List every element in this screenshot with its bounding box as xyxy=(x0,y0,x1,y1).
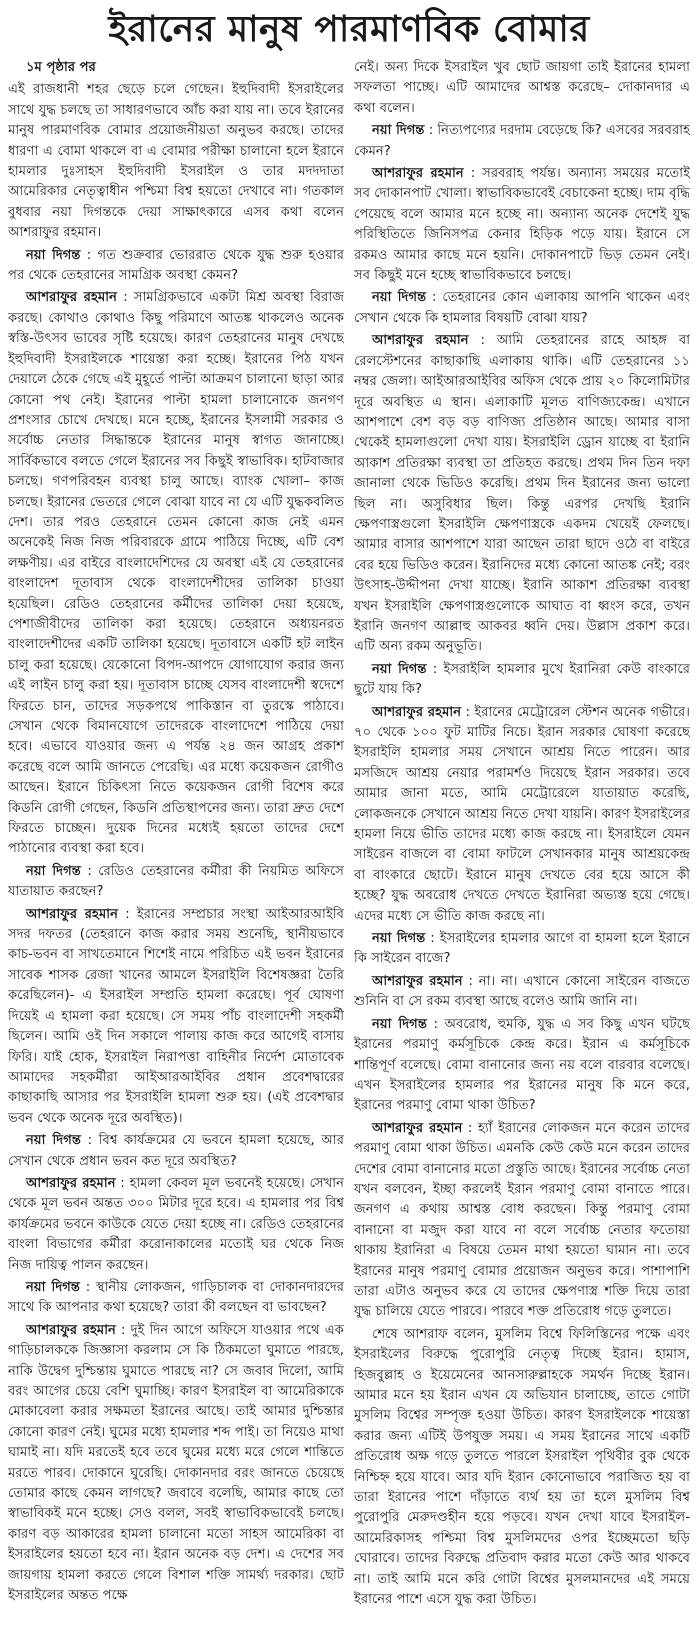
paragraph-text: হামলা কেবল মূল ভবনেই হয়েছে। সেখান থেকে মূল ভবন অন্তত ৩০০ মিটার দূরে হবে। এ হামলার পর বিশ্ব কার্যক্রমের ভবনে কাউকে যেতে দেয়া হচ্ছে না। রেডিও তেহরানের বাংলা বিভাগের কর্মীরা করোনাকালের মতোই ঘর থেকে নিজ নিজ দায়িত্ব পালন করছেন। xyxy=(8,1175,344,1273)
speaker-label: নয়া দিগন্ত xyxy=(26,247,81,263)
speaker-label: আশরাফুর রহমান xyxy=(372,333,469,349)
article-paragraph: নয়া দিগন্ত : গত শুক্রবার ভোররাত থেকে যুদ্ধ শুরু হওয়ার পর থেকে তেহরানের সামগ্রিক অবস্থা কেমন? xyxy=(8,247,344,284)
paragraph-text: ইসরাইলের হামলার আগে বা হামলা হলে ইরানে কি সাইরেন বাজে? xyxy=(354,931,690,967)
article-paragraph: নয়া দিগন্ত : ইসরাইলের হামলার আগে বা হামলা হলে ইরানে কি সাইরেন বাজে? xyxy=(354,931,690,967)
article-paragraph: আশরাফুর রহমান : ইরানের সম্প্রচার সংস্থা আইআরআইবি সদর দফতর (তেহরানে কাজ করার সময় শুনেছি, স্থানীয়ভাবে কাচ-ভবন বা সাখতেমানে শিশেই নামে পরিচিত এই ভবন ইরানের সাবেক শাসক রেজা খানের আমলে ইসরাইলি বিশেষজ্ঞরা তৈরি করেছিলেন)- এ ইসরাইল সম্প্রতি হামলা করেছে। পূর্ব ঘোষণা দিয়েই এ হামলা করা হয়েছে। সে সময় পাঁচ বাংলাদেশী সহকর্মী ছিলেন। আমি ওই দিন সকালে পালায় কাজ করে আগেই বাসায় ফিরি। যাই হোক, ইসরাইল নিরাপত্তা বাহিনীর নির্দেশ মোতাবেক আমাদের সহকর্মীরা আইআরআইবির প্রধান প্রবেশদ্বারের কাছাকাছি আসার পর ইসরাইলি হামলা শুরু হয়। (এই প্রবেশদ্বার ভবন থেকে অনেক দূরে অবস্থিত)। xyxy=(8,906,344,1126)
paragraph-text: তেহরানের কোন এলাকায় আপনি থাকেন এবং সেখান থেকে কি হামলার বিষয়টি বোঝা যায়? xyxy=(354,290,690,326)
article-paragraph xyxy=(8,80,344,243)
paragraph-text: দুই দিন আগে অফিসে যাওয়ার পথে এক গাড়িচালককে জিজ্ঞাসা করলাম সে কি ঠিকমতো ঘুমাতে পারছে, নাকি উদ্বেগ দুশ্চিন্তায় ঘুমাতে পারছে না? সে জবাব দিলো, আমি বরং আগের চেয়ে বেশি ঘুমাচ্ছি। কারণ ইসরাইল বা আমেরিকাকে মোকাবেলা করার সক্ষমতা ইরানের আছে। তাই আমার দুশ্চিন্তার কোনো কারণ নেই। ঘুমের মধ্যে হামলার শব্দ পাই। তা নিয়েও মাথা ঘামাই না। যদি মরতেই হবে তবে ঘুমের মধ্যে মরে গেলে শান্তিতে মরতে পারব। দোকানে ঘুরেছি। দোকানদার বরং জানতে চেয়েছে তোমার কাছে কেমন লাগছে? জবাবে বলেছি, আমার কাছে তো স্বাভাবিকই মনে হচ্ছে। সেও বলল, সবই স্বাভাবিকভাবেই চলছে। কারণ বড় আকারের হামলা চালানো মতো সাহস আমেরিকা বা ইসরাইলের হয়তো হবে না। ইরান অনেক বড় দেশ। এ দেশের সব জায়গায় হামলা করতে গেলে বিশাল শক্তি সামর্থ্য দরকার। ছোট ইসরাইলের অন্তত পক্ষে xyxy=(8,1322,344,1604)
article-paragraph: নয়া দিগন্ত : বিশ্ব কার্যক্রমের যে ভবনে হামলা হয়েছে, আর সেখান থেকে প্রধান ভবন কত দূরে অবস্থিত? xyxy=(8,1133,344,1169)
paragraph-text: অবরোধ, হুমকি, যুদ্ধ এ সব কিছু এখন ঘটছে ইরানের পরমাণু কর্মসূচিকে কেন্দ্র করে। ইরান এ কর্মসূচিকে শান্তিপূর্ণ বলেছে। বোমা বানানোর জন্য নয় বলে বারবার বলেছে। এখন ইসরাইলের হামলার পর ইরানের মানুষ কি মনে করে, ইরানের পরমাণু বোমা থাকা উচিত? xyxy=(354,1016,690,1114)
speaker-label: নয়া দিগন্ত xyxy=(26,863,81,879)
speaker-label: নয়া দিগন্ত xyxy=(26,1279,80,1295)
article-paragraph xyxy=(354,1325,690,1611)
speaker-label: নয়া দিগন্ত xyxy=(372,1016,427,1032)
headline: ইরানের মানুষ পারমাণবিক বোমার xyxy=(108,9,590,50)
article-paragraph: আশরাফুর রহমান : দুই দিন আগে অফিসে যাওয়ার পথে এক গাড়িচালককে জিজ্ঞাসা করলাম সে কি ঠিকমতো ঘুমাতে পারছে, নাকি উদ্বেগ দুশ্চিন্তায় ঘুমাতে পারছে না? সে জবাব দিলো, আমি বরং আগের চেয়ে বেশি ঘুমাচ্ছি। কারণ ইসরাইল বা আমেরিকাকে মোকাবেলা করার সক্ষমতা ইরানের আছে। তাই আমার দুশ্চিন্তার কোনো কারণ নেই। ঘুমের মধ্যে হামলার শব্দ পাই। তা নিয়েও মাথা ঘামাই না। যদি মরতেই হবে তবে ঘুমের মধ্যে মরে গেলে শান্তিতে মরতে পারব। দোকানে ঘুরেছি। দোকানদার বরং জানতে চেয়েছে তোমার কাছে কেমন লাগছে? জবাবে বলেছি, আমার কাছে তো স্বাভাবিকই মনে হচ্ছে। সেও বলল, সবই স্বাভাবিকভাবেই চলছে। কারণ বড় আকারের হামলা চালানো মতো সাহস আমেরিকা বা ইসরাইলের হয়তো হবে না। ইরান অনেক বড় দেশ। এ দেশের সব জায়গায় হামলা করতে গেলে বিশাল শক্তি সামর্থ্য দরকার। ছোট ইসরাইলের অন্তত পক্ষে xyxy=(8,1322,344,1604)
column-left xyxy=(8,58,344,1638)
article-paragraph: নয়া দিগন্ত : রেডিও তেহরানের কর্মীরা কী নিয়মিত অফিসে যাতায়াত করছেন? xyxy=(8,863,344,900)
article-paragraph: আশরাফুর রহমান : না। না। এখানে কোনো সাইরেন বাজতে শুনিনি বা সে রকম ব্যবস্থা আছে বলেও আমি জানি না। xyxy=(354,973,690,1010)
paragraph-text: বিশ্ব কার্যক্রমের যে ভবনে হামলা হয়েছে, আর সেখান থেকে প্রধান ভবন কত দূরে অবস্থিত? xyxy=(8,1133,344,1169)
speaker-label: নয়া দিগন্ত xyxy=(26,1133,81,1149)
speaker-label: আশরাফুর রহমান xyxy=(372,166,464,182)
paragraph-text: ইরানের সম্প্রচার সংস্থা আইআরআইবি সদর দফতর (তেহরানে কাজ করার সময় শুনেছি, স্থানীয়ভাবে কাচ-ভবন বা সাখতেমানে শিশেই নামে পরিচিত এই ভবন ইরানের সাবেক শাসক রেজা খানের আমলে ইসরাইলি বিশেষজ্ঞরা তৈরি করেছিলেন)- এ ইসরাইল সম্প্রতি হামলা করেছে। পূর্ব ঘোষণা দিয়েই এ হামলা করা হয়েছে। সে সময় পাঁচ বাংলাদেশী সহকর্মী ছিলেন। আমি ওই দিন সকালে পালায় কাজ করে আগেই বাসায় ফিরি। যাই হোক, ইসরাইল নিরাপত্তা বাহিনীর নির্দেশ মোতাবেক আমাদের সহকর্মীরা আইআরআইবির প্রধান প্রবেশদ্বারের কাছাকাছি আসার পর ইসরাইলি হামলা শুরু হয়। (এই প্রবেশদ্বার ভবন থেকে অনেক দূরে অবস্থিত)। xyxy=(8,906,344,1126)
speaker-label: আশরাফুর রহমান xyxy=(26,1322,116,1338)
speaker-label: নয়া দিগন্ত xyxy=(372,931,426,947)
paragraph-text: রেডিও তেহরানের কর্মীরা কী নিয়মিত অফিসে যাতায়াত করছেন? xyxy=(8,863,344,900)
paragraph-text: ইসরাইলি হামলার মুখে ইরানিরা কেউ বাংকারে ছুটে যায় কি? xyxy=(354,661,690,698)
article-paragraph: নয়া দিগন্ত : অবরোধ, হুমকি, যুদ্ধ এ সব কিছু এখন ঘটছে ইরানের পরমাণু কর্মসূচিকে কেন্দ্র করে। ইরান এ কর্মসূচিকে শান্তিপূর্ণ বলেছে। বোমা বানানোর জন্য নয় বলে বারবার বলেছে। এখন ইসরাইলের হামলার পর ইরানের মানুষ কি মনে করে, ইরানের পরমাণু বোমা থাকা উচিত? xyxy=(354,1016,690,1114)
speaker-label: নয়া দিগন্ত xyxy=(372,290,427,306)
article-paragraph: আশরাফুর রহমান : সরবরাহ পর্যন্ত। অন্যান্য সময়ের মতোই সব দোকানপাট খোলা। স্বাভাবিকভাবেই বেচাকেনা হচ্ছে। দাম বৃদ্ধি পেয়েছে বলে আমার মনে হচ্ছে না। অন্যান্য অনেক দেশেই যুদ্ধ পরিস্থিতিতে জিনিসপত্র কেনার হিড়িক পড়ে যায়। ইরানে সে রকমও আমার কাছে মনে হয়নি। দোকানপাটে ভিড় তেমন নেই। সব কিছুই মনে হচ্ছে স্বাভাবিকভাবে চলছে। xyxy=(354,166,690,284)
paragraph-text: এই রাজধানী শহর ছেড়ে চলে গেছেন। ইহুদিবাদী ইসরাইলের সাথে যুদ্ধ চলছে তা সাধারণভাবে আঁচ করা যায় না। তবে ইরানের মানুষ পারমাণবিক বোমার প্রয়োজনীয়তা অনুভব করছে। তাদের ধারণা এ বোমা থাকলে বা এ বোমার পরীক্ষা চালানো হলে ইরানে হামলার দুঃসাহস ইহুদিবাদী ইসরাইল ও তার মদদদাতা আমেরিকার নেতৃত্বাধীন পশ্চিমা বিশ্ব হয়তো দেখাবে না। গতকাল বুধবার নয়া দিগন্তকে দেয়া সাক্ষাৎকারে এসব কথা বলেন আশরাফুর রহমান। xyxy=(8,82,344,241)
speaker-label: নয়া দিগন্ত xyxy=(372,123,425,139)
paragraph-text: স্থানীয় লোকজন, গাড়িচালক বা দোকানদারদের সাথে কি আপনার কথা হয়েছে? তারা কী বলছেন বা ভাবছেন? xyxy=(8,1279,344,1316)
paragraph-text: নিত্যপণ্যের দরদাম বেড়েছে কি? এসবের সরবরাহ কেমন? xyxy=(354,123,690,159)
paragraph-text: না। না। এখানে কোনো সাইরেন বাজতে শুনিনি বা সে রকম ব্যবস্থা আছে বলেও আমি জানি না। xyxy=(354,973,690,1010)
paragraph-text: আমি তেহরানের রাহে আহঙ্গ বা রেলস্টেশনের কাছাকাছি এলাকায় থাকি। এটি তেহরানের ১১ নম্বর জেলা। আইআরআইবির অফিস থেকে প্রায় ২০ কিলোমিটার দূরে অবস্থিত এ স্থান। এলাকাটি মূলত বাণিজ্যকেন্দ্র। এখানে আশপাশে বেশ বড় বড় বাণিজ্য প্রতিষ্ঠান আছে। আমার বাসা থেকেই হামলাগুলো দেখা যায়। ইসরাইলি ড্রোন যাচ্ছে বা ইরানি আকাশ প্রতিরক্ষা ব্যবস্থা তা প্রতিহত করছে। প্রথম দিন তিন দফা জানালা থেকে ভিডিও করেছি। প্রথম দিন ইরানের জন্য ভালো ছিল না। অসুবিধার ছিল। কিন্তু এরপর দেখছি ইরানি ক্ষেপণাস্ত্রগুলো ইসরাইলি ক্ষেপণাস্ত্রকে একদম খেয়েই ফেলছে। আমার বাসার আশপাশে যারা আছেন তারা ছাদে ওঠে বা বাইরে বের হয়ে ভিডিও করেন। ইরানিদের মধ্যে কোনো আতঙ্ক নেই; বরং উৎসাহ-উদ্দীপনা দেখা যাচ্ছে। ইরানি আকাশ প্রতিরক্ষা ব্যবস্থা যখন ইসরাইলি ক্ষেপণাস্ত্রগুলোকে আঘাত বা ধ্বংস করে, তখন ইরানি জনগণ আল্লাহু আকবর ধ্বনি দেয়। উল্লাস প্রকাশ করে। এটি অন্য রকম অনুভূতি। xyxy=(354,333,690,655)
paragraph-text: সরবরাহ পর্যন্ত। অন্যান্য সময়ের মতোই সব দোকানপাট খোলা। স্বাভাবিকভাবেই বেচাকেনা হচ্ছে। দাম বৃদ্ধি পেয়েছে বলে আমার মনে হচ্ছে না। অন্যান্য অনেক দেশেই যুদ্ধ পরিস্থিতিতে জিনিসপত্র কেনার হিড়িক পড়ে যায়। ইরানে সে রকমও আমার কাছে মনে হয়নি। দোকানপাটে ভিড় তেমন নেই। সব কিছুই মনে হচ্ছে স্বাভাবিকভাবে চলছে। xyxy=(354,166,690,284)
speaker-label: আশরাফুর রহমান xyxy=(26,290,117,306)
paragraph-text: নেই। অন্য দিকে ইসরাইল খুব ছোট জায়গা তাই ইরানের হামলা সফলতা পাচ্ছে। এটি আমাদের আশ্বস্ত করেছে– দোকানদার এ কথা বলেন। xyxy=(354,60,690,116)
article-paragraph: আশরাফুর রহমান : সামগ্রিকভাবে একটা মিশ্র অবস্থা বিরাজ করছে। কোথাও কোথাও কিছু পরিমাণে আতঙ্ক থাকলেও অনেক স্বস্তি-উৎসব ভাবের সৃষ্টি হয়েছে। কারণ তেহরানের মানুষ দেখছে ইহুদিবাদী ইসরাইলকে শায়েস্তা করা হচ্ছে। ইরানের পিঠ যখন দেয়ালে ঠেকে গেছে এই মুহূর্তে পাল্টা আক্রমণ চালানো ছাড়া আর কোনো পথ নেই। ইরানের পাল্টা হামলা চালানোকে জনগণ প্রশংসার চোখে দেখছে। মনে হচ্ছে, ইরানের ইসলামী সরকার ও সর্বোচ্চ নেতার সিদ্ধান্তকে ইরানের মানুষ স্বাগত জানাচ্ছে। সার্বিকভাবে বলতে গেলে ইরানের সব কিছুই স্বাভাবিক। হাটবাজার চলছে। গণপরিবহন ব্যবস্থা চালু আছে। ব্যাংক খোলা– কাজ চলছে। ইরানের ভেতরে গেলে বোঝা যাবে না যে এটি যুদ্ধকবলিত দেশ। তার পরও তেহরানে তেমন কোনো কাজ নেই এমন অনেকেই নিজ নিজ পরিবারকে গ্রামে পাঠিয়ে দিচ্ছে, এটি বেশ লক্ষণীয়। এর বাইরে বাংলাদেশিদের যে অবস্থা এই যে তেহরানের বাংলাদেশ দূতাবাস থেকে বাংলাদেশীদের তালিকা চাওয়া হয়েছিল। রেডিও তেহরানের কর্মীদের তালিকা দেয়া হয়েছে, পেশাজীবীদের তালিকা করা হয়েছে। তেহরানে অধ্যয়নরত বাংলাদেশীদের একটি তালিকা হয়েছে। দূতাবাসে একটি হট লাইন চালু করা হয়েছে। যেকোনো বিপদ-আপদে যোগাযোগ করার জন্য এই লাইন চালু করা হয়। দূতাবাস চাচ্ছে যেসব বাংলাদেশী স্বদেশে ফিরতে চান, তাদের সড়কপথে পাকিস্তান বা তুরস্কে পাঠাবে। সেখান থেকে বিমানযোগে তাদেরকে বাংলাদেশে পাঠিয়ে দেয়া হবে। এভাবে যাওয়ার জন্য এ পর্যন্ত ২৪ জন আগ্রহ প্রকাশ করেছে বলে আমি জানতে পেরেছি। এর মধ্যে কয়েকজন রোগীও আছেন। ইরানে চিকিৎসা নিতে কয়েকজন রোগী বিশেষ করে কিডনি রোগী গেছেন, কিডনি প্রতিস্থাপনের জন্য। তারা দ্রুত দেশে ফিরতে চাচ্ছেন। দুয়েক দিনের মধ্যেই হয়তো তাদের দেশে পাঠানোর ব্যবস্থা করা হবে। xyxy=(8,290,344,857)
speaker-label: আশরাফুর রহমান xyxy=(372,1120,463,1136)
speaker-label: আশরাফুর রহমান xyxy=(372,973,463,989)
paragraph-text: হ্যাঁ ইরানের লোকজন মনে করেন তাদের পরমাণু বোমা থাকা উচিত। এমনকি কেউ কেউ মনে করেন তাদের দেশের বোমা বানানোর মতো প্রস্তুতি আছে। ইরানের সর্বোচ্চ নেতা যখন বলবেন, ইচ্ছা করলেই ইরান পরমাণু বোমা বানাতে পারে। জনগণ এ কথায় আশ্বস্ত বোধ করছেন। কিন্তু পরমাণু বোমা বানানো বা মজুদ করা যাবে না বলে সর্বোচ্চ নেতার ফতোয়া থাকায় ইরানিরা এ বিষয়ে তেমন মাথা হয়তো ঘামান না। তবে ইরানের মানুষ পরমাণু বোমার প্রয়োজন অনুভব করে। পাশাপাশি তারা এটাও অনুভব করে যে তাদের ক্ষেপণাস্ত্র শক্তি দিয়ে তারা যুদ্ধ চালিয়ে যেতে পারবে। পারবে শক্ত প্রতিরোধ গড়ে তুলতে। xyxy=(354,1120,690,1320)
article-paragraph: নয়া দিগন্ত : ইসরাইলি হামলার মুখে ইরানিরা কেউ বাংকারে ছুটে যায় কি? xyxy=(354,661,690,698)
speaker-label: আশরাফুর রহমান xyxy=(372,704,462,720)
paragraph-text: ইরানের মেট্রোরেল স্টেশন অনেক গভীরে। ৭০ থেকে ১০০ ফুট মাটির নিচে। ইরান সরকার ঘোষণা করেছে ইসরাইলি হামলার সময় সেখানে আশ্রয় নিতে পারেন। আর মসজিদে আশ্রয় নেয়ার পরামর্শও দিয়েছে ইরান সরকার। তবে আমার জানা মতে, আমি মেট্রোরেলে যাতায়াত করেছি, লোকজনকে সেখানে আশ্রয় নিতে দেখা যায়নি। কারণ ইসরাইলের হামলা নিয়ে ভীতি তাদের মধ্যে কাজ করছে না। ইসরাইলে যেমন সাইরেন বাজলে বা বোমা ফাটলে সেখানকার মানুষ আশ্রয়কেন্দ্র বা বাংকারে ছোটে। ইরানে মানুষ দেখতে বের হয়ে আসে কী হচ্ছে? যুদ্ধ অবরোধ দেখতে দেখতে ইরানিরা অভ্যস্ত হয়ে গেছে। এদের মধ্যে সে ভীতি কাজ করছে না। xyxy=(354,704,690,924)
article-paragraph: নয়া দিগন্ত : স্থানীয় লোকজন, গাড়িচালক বা দোকানদারদের সাথে কি আপনার কথা হয়েছে? তারা কী বলছেন বা ভাবছেন? xyxy=(8,1279,344,1316)
article-paragraph: আশরাফুর রহমান : হামলা কেবল মূল ভবনেই হয়েছে। সেখান থেকে মূল ভবন অন্তত ৩০০ মিটার দূরে হবে। এ হামলার পর বিশ্ব কার্যক্রমের ভবনে কাউকে যেতে দেয়া হচ্ছে না। রেডিও তেহরানের বাংলা বিভাগের কর্মীরা করোনাকালের মতোই ঘর থেকে নিজ নিজ দায়িত্ব পালন করছেন। xyxy=(8,1175,344,1273)
paragraph-text: সামগ্রিকভাবে একটা মিশ্র অবস্থা বিরাজ করছে। কোথাও কোথাও কিছু পরিমাণে আতঙ্ক থাকলেও অনেক স্বস্তি-উৎসব ভাবের সৃষ্টি হয়েছে। কারণ তেহরানের মানুষ দেখছে ইহুদিবাদী ইসরাইলকে শায়েস্তা করা হচ্ছে। ইরানের পিঠ যখন দেয়ালে ঠেকে গেছে এই মুহূর্তে পাল্টা আক্রমণ চালানো ছাড়া আর কোনো পথ নেই। ইরানের পাল্টা হামলা চালানোকে জনগণ প্রশংসার চোখে দেখছে। মনে হচ্ছে, ইরানের ইসলামী সরকার ও সর্বোচ্চ নেতার সিদ্ধান্তকে ইরানের মানুষ স্বাগত জানাচ্ছে। সার্বিকভাবে বলতে গেলে ইরানের সব কিছুই স্বাভাবিক। হাটবাজার চলছে। গণপরিবহন ব্যবস্থা চালু আছে। ব্যাংক খোলা– কাজ চলছে। ইরানের ভেতরে গেলে বোঝা যাবে না যে এটি যুদ্ধকবলিত দেশ। তার পরও তেহরানে তেমন কোনো কাজ নেই এমন অনেকেই নিজ নিজ পরিবারকে গ্রামে পাঠিয়ে দিচ্ছে, এটি বেশ লক্ষণীয়। এর বাইরে বাংলাদেশিদের যে অবস্থা এই যে তেহরানের বাংলাদেশ দূতাবাস থেকে বাংলাদেশীদের তালিকা চাওয়া হয়েছিল। রেডিও তেহরানের কর্মীদের তালিকা দেয়া হয়েছে, পেশাজীবীদের তালিকা করা হয়েছে। তেহরানে অধ্যয়নরত বাংলাদেশীদের একটি তালিকা হয়েছে। দূতাবাসে একটি হট লাইন চালু করা হয়েছে। যেকোনো বিপদ-আপদে যোগাযোগ করার জন্য এই লাইন চালু করা হয়। দূতাবাস চাচ্ছে যেসব বাংলাদেশী স্বদেশে ফিরতে চান, তাদের সড়কপথে পাকিস্তান বা তুরস্কে পাঠাবে। সেখান থেকে বিমানযোগে তাদেরকে বাংলাদেশে পাঠিয়ে দেয়া হবে। এভাবে যাওয়ার জন্য এ পর্যন্ত ২৪ জন আগ্রহ প্রকাশ করেছে বলে আমি জানতে পেরেছি। এর মধ্যে কয়েকজন রোগীও আছেন। ইরানে চিকিৎসা নিতে কয়েকজন রোগী বিশেষ করে কিডনি রোগী গেছেন, কিডনি প্রতিস্থাপনের জন্য। তারা দ্রুত দেশে ফিরতে চাচ্ছেন। দুয়েক দিনের মধ্যেই হয়তো তাদের দেশে পাঠানোর ব্যবস্থা করা হবে। xyxy=(8,290,344,857)
article-body xyxy=(8,58,690,1638)
continuation-note: ১ম পৃষ্ঠার পর xyxy=(26,60,96,75)
column-right xyxy=(354,58,690,1638)
paragraph-text: গত শুক্রবার ভোররাত থেকে যুদ্ধ শুরু হওয়ার পর থেকে তেহরানের সামগ্রিক অবস্থা কেমন? xyxy=(8,247,344,284)
article-paragraph xyxy=(354,58,690,119)
article-paragraph: নয়া দিগন্ত : নিত্যপণ্যের দরদাম বেড়েছে কি? এসবের সরবরাহ কেমন? xyxy=(354,123,690,159)
speaker-label: আশরাফুর রহমান xyxy=(26,1175,116,1191)
speaker-label: নয়া দিগন্ত xyxy=(372,661,427,677)
speaker-label: আশরাফুর রহমান xyxy=(26,906,118,922)
article-paragraph: আশরাফুর রহমান : হ্যাঁ ইরানের লোকজন মনে করেন তাদের পরমাণু বোমা থাকা উচিত। এমনকি কেউ কেউ মনে করেন তাদের দেশের বোমা বানানোর মতো প্রস্তুতি আছে। ইরানের সর্বোচ্চ নেতা যখন বলবেন, ইচ্ছা করলেই ইরান পরমাণু বোমা বানাতে পারে। জনগণ এ কথায় আশ্বস্ত বোধ করছেন। কিন্তু পরমাণু বোমা বানানো বা মজুদ করা যাবে না বলে সর্বোচ্চ নেতার ফতোয়া থাকায় ইরানিরা এ বিষয়ে তেমন মাথা হয়তো ঘামান না। তবে ইরানের মানুষ পরমাণু বোমার প্রয়োজন অনুভব করে। পাশাপাশি তারা এটাও অনুভব করে যে তাদের ক্ষেপণাস্ত্র শক্তি দিয়ে তারা যুদ্ধ চালিয়ে যেতে পারবে। পারবে শক্ত প্রতিরোধ গড়ে তুলতে। xyxy=(354,1120,690,1320)
paragraph-text: শেষে আশরাফ বলেন, মুসলিম বিশ্বে ফিলিস্তিনের পক্ষে এবং ইসরাইলের বিরুদ্ধে পুরোপুরি নেতৃত্ব দিচ্ছে ইরান। হামাস, হিজবুল্লাহ ও ইয়েমেনের আনসারুল্লাহকে সমর্থন দিচ্ছে ইরান। আমার মনে হয় ইরান এখন যে অভিযান চালাচ্ছে, তাতে গোটা মুসলিম বিশ্বের সম্পৃক্ত হওয়া উচিত। কারণ ইসরাইলকে শায়েস্তা করার জন্য এটিই উপযুক্ত সময়। এ সময় ইরানের সাথে একটি প্রতিরোধ অক্ষ গড়ে তুলতে পারলে ইসরাইল পৃথিবীর বুক থেকে নিশ্চিহ্ন হয়ে যাবে। আর যদি ইরান কোনোভাবে পরাজিত হয় বা তারা ইরানের পাশে দাঁড়াতে ব্যর্থ হয় তা হলে মুসলিম বিশ্ব পুরোপুরি মেরুদণ্ডহীন হয়ে পড়বে। যখন দেখা যাবে ইসরাইল-আমেরিকাসহ পশ্চিমা বিশ্ব মুসলিমদের ওপর ইচ্ছেমতো ছড়ি ঘোরাবে। তাদের বিরুদ্ধে প্রতিবাদ করার মতো কেউ আর থাকবে না। তাই আমি মনে করি গোটা বিশ্বের মুসলমানদের এই সময়ে ইরানের পাশে এসে যুদ্ধ করা উচিত। xyxy=(354,1326,690,1608)
article-paragraph: আশরাফুর রহমান : ইরানের মেট্রোরেল স্টেশন অনেক গভীরে। ৭০ থেকে ১০০ ফুট মাটির নিচে। ইরান সরকার ঘোষণা করেছে ইসরাইলি হামলার সময় সেখানে আশ্রয় নিতে পারেন। আর মসজিদে আশ্রয় নেয়ার পরামর্শও দিয়েছে ইরান সরকার। তবে আমার জানা মতে, আমি মেট্রোরেলে যাতায়াত করেছি, লোকজনকে সেখানে আশ্রয় নিতে দেখা যায়নি। কারণ ইসরাইলের হামলা নিয়ে ভীতি তাদের মধ্যে কাজ করছে না। ইসরাইলে যেমন সাইরেন বাজলে বা বোমা ফাটলে সেখানকার মানুষ আশ্রয়কেন্দ্র বা বাংকারে ছোটে। ইরানে মানুষ দেখতে বের হয়ে আসে কী হচ্ছে? যুদ্ধ অবরোধ দেখতে দেখতে ইরানিরা অভ্যস্ত হয়ে গেছে। এদের মধ্যে সে ভীতি কাজ করছে না। xyxy=(354,704,690,924)
article-paragraph: নয়া দিগন্ত : তেহরানের কোন এলাকায় আপনি থাকেন এবং সেখান থেকে কি হামলার বিষয়টি বোঝা যায়? xyxy=(354,290,690,326)
article-paragraph: আশরাফুর রহমান : আমি তেহরানের রাহে আহঙ্গ বা রেলস্টেশনের কাছাকাছি এলাকায় থাকি। এটি তেহরানের ১১ নম্বর জেলা। আইআরআইবির অফিস থেকে প্রায় ২০ কিলোমিটার দূরে অবস্থিত এ স্থান। এলাকাটি মূলত বাণিজ্যকেন্দ্র। এখানে আশপাশে বেশ বড় বড় বাণিজ্য প্রতিষ্ঠান আছে। আমার বাসা থেকেই হামলাগুলো দেখা যায়। ইসরাইলি ড্রোন যাচ্ছে বা ইরানি আকাশ প্রতিরক্ষা ব্যবস্থা তা প্রতিহত করছে। প্রথম দিন তিন দফা জানালা থেকে ভিডিও করেছি। প্রথম দিন ইরানের জন্য ভালো ছিল না। অসুবিধার ছিল। কিন্তু এরপর দেখছি ইরানি ক্ষেপণাস্ত্রগুলো ইসরাইলি ক্ষেপণাস্ত্রকে একদম খেয়েই ফেলছে। আমার বাসার আশপাশে যারা আছেন তারা ছাদে ওঠে বা বাইরে বের হয়ে ভিডিও করেন। ইরানিদের মধ্যে কোনো আতঙ্ক নেই; বরং উৎসাহ-উদ্দীপনা দেখা যাচ্ছে। ইরানি আকাশ প্রতিরক্ষা ব্যবস্থা যখন ইসরাইলি ক্ষেপণাস্ত্রগুলোকে আঘাত বা ধ্বংস করে, তখন ইরানি জনগণ আল্লাহু আকবর ধ্বনি দেয়। উল্লাস প্রকাশ করে। এটি অন্য রকম অনুভূতি। xyxy=(354,333,690,655)
